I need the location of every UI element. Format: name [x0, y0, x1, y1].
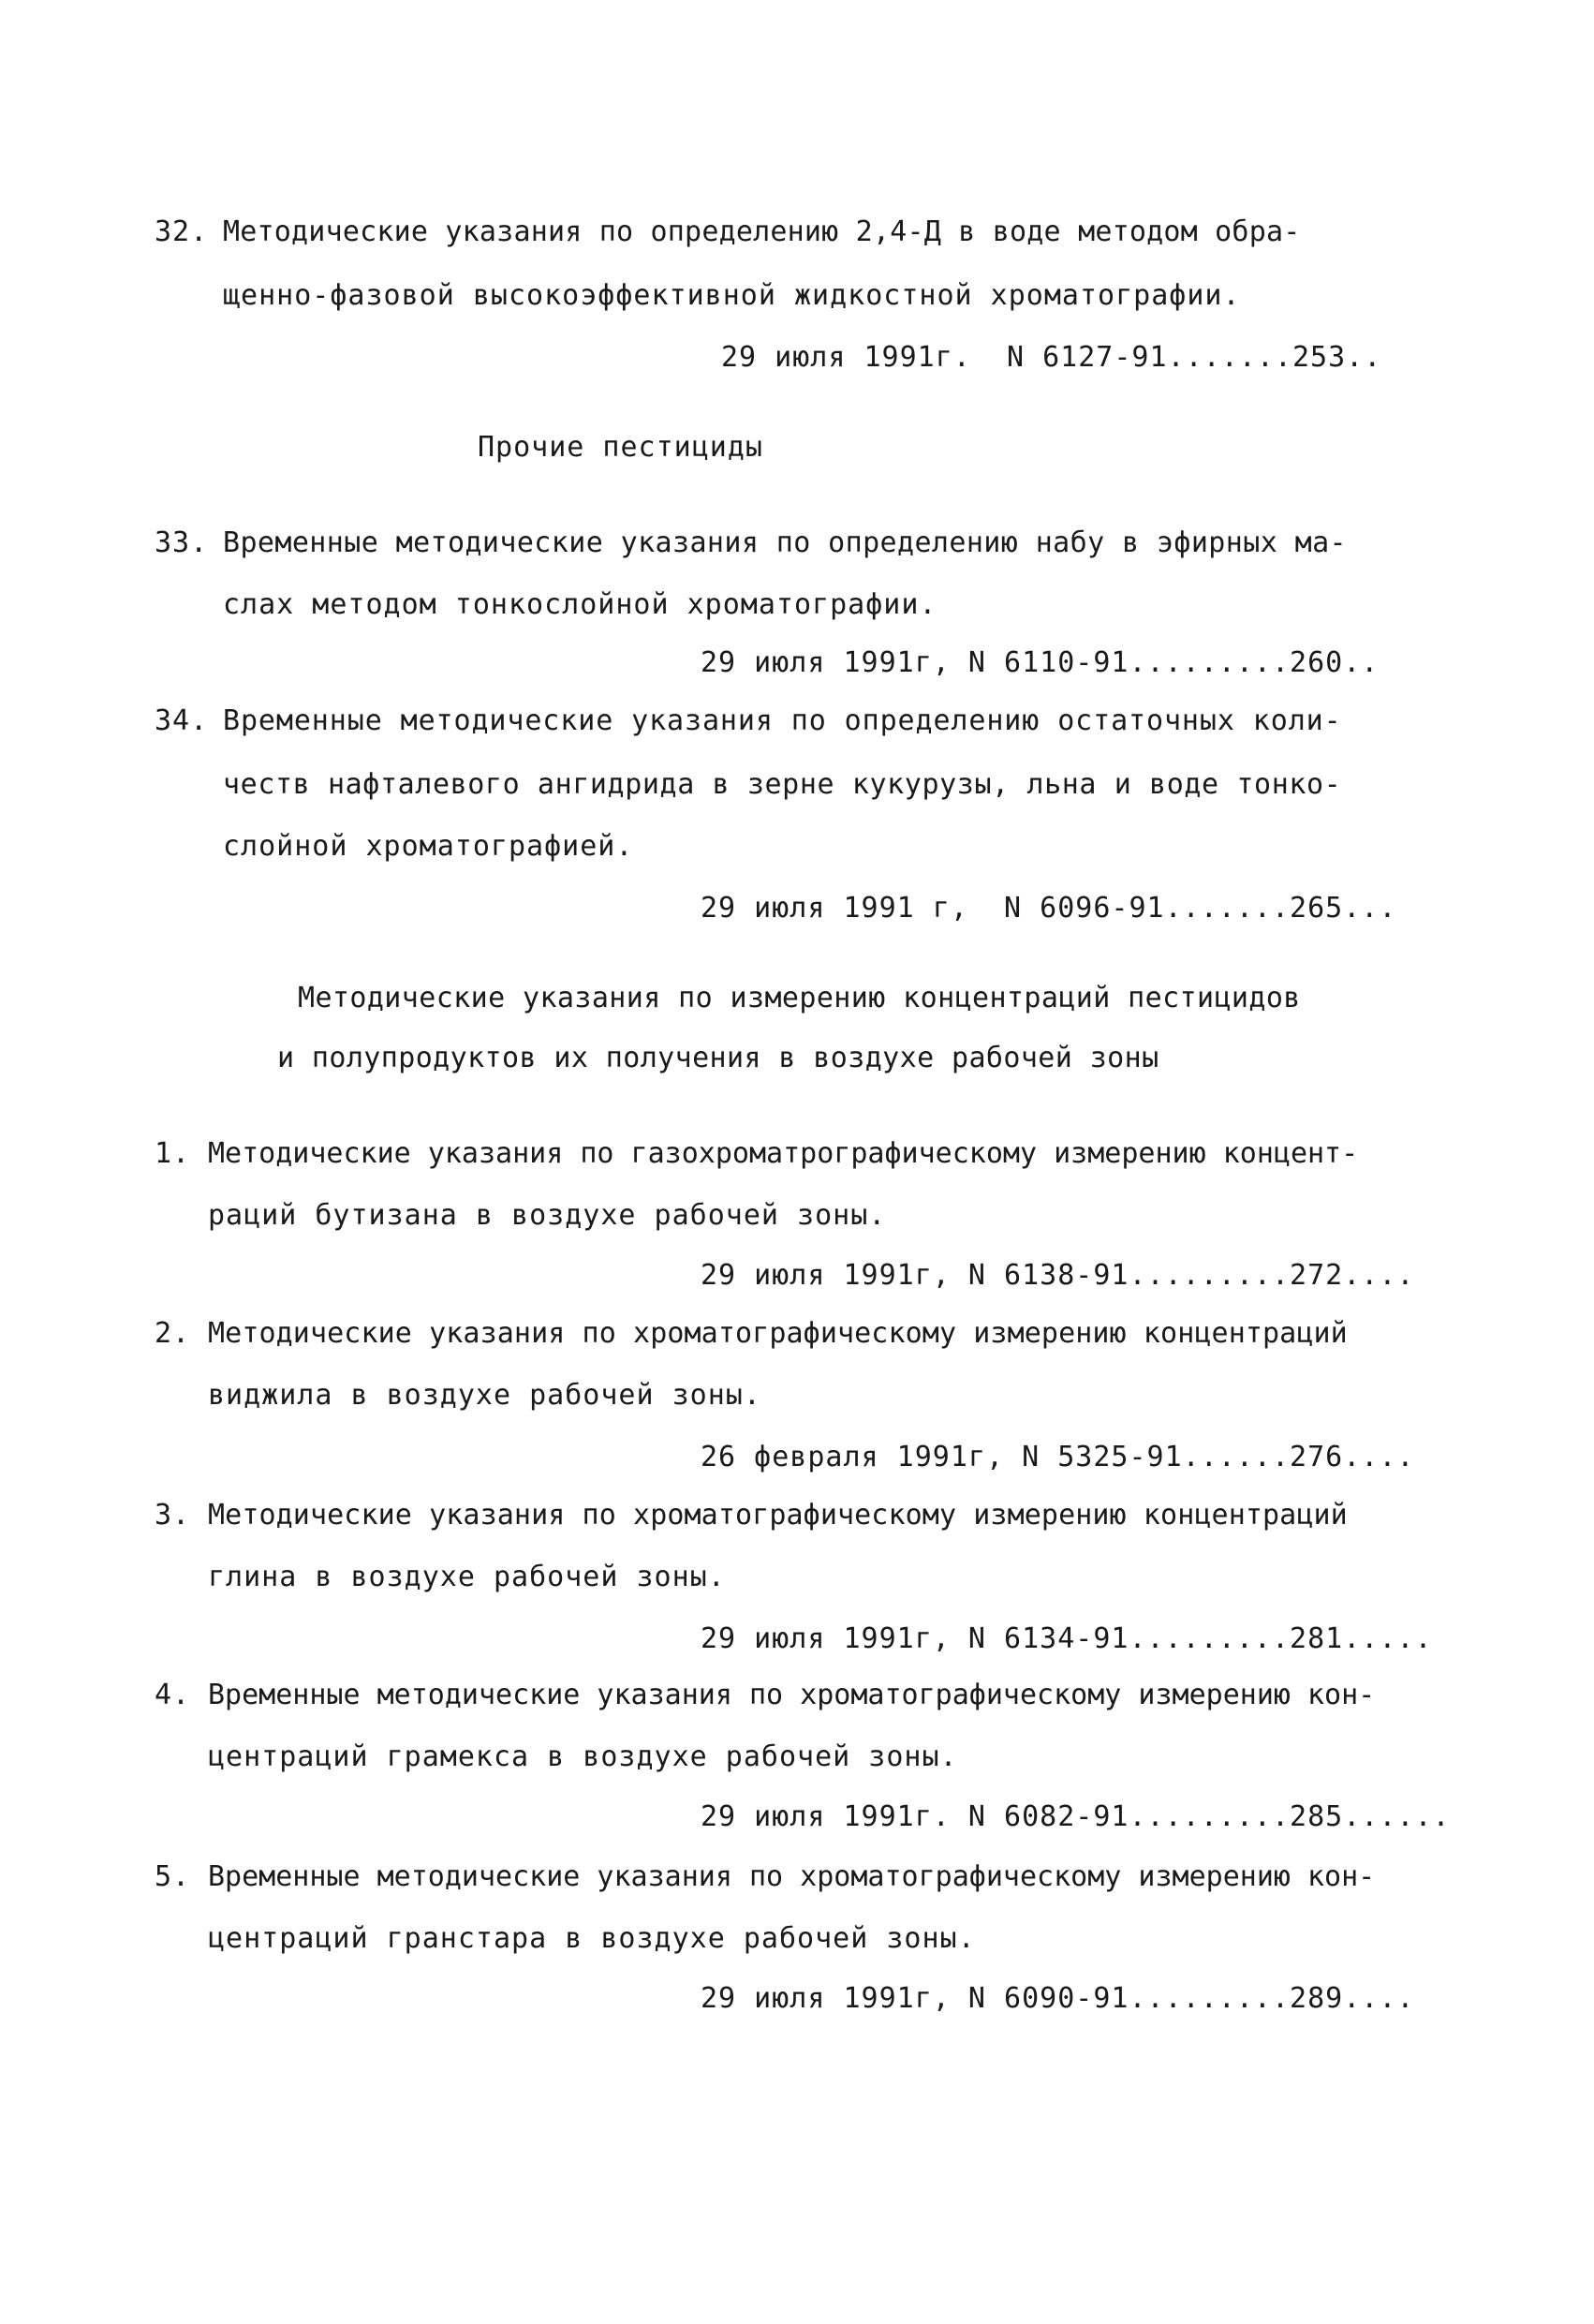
entry-number: 4. [155, 1679, 191, 1711]
entry-number: 1. [155, 1137, 191, 1170]
entry-text-line: Методические указания по хроматографическому измерению концентраций [208, 1499, 1348, 1532]
entry-text-line: Методические указания по газохроматрографическому измерению концент- [208, 1137, 1359, 1170]
section-heading-line: Методические указания по измерению концентраций пестицидов [298, 982, 1301, 1014]
entry-reference: 29 июля 1991 г, N 6096-91.......265... [701, 892, 1397, 925]
entry-number: 34. [155, 704, 209, 737]
entry-number: 5. [155, 1860, 191, 1893]
entry-text-line: центраций гранстара в воздухе рабочей зоны. [208, 1922, 976, 1955]
entry-text-line: Временные методические указания по хроматографическому измерению кон- [208, 1860, 1376, 1893]
entry-text-line: Временные методические указания по определению остаточных коли- [223, 704, 1342, 737]
entry-text-line: Временные методические указания по определению набу в эфирных ма- [223, 526, 1347, 559]
entry-text-line: Методические указания по определению 2,4-Д в воде методом обра- [223, 215, 1301, 248]
entry-text-line: Временные методические указания по хроматографическому измерению кон- [208, 1679, 1376, 1711]
entry-text-line: слойной хроматографией. [223, 830, 634, 863]
entry-number: 33. [155, 526, 209, 559]
entry-reference: 29 июля 1991г, N 6134-91.........281..... [701, 1622, 1433, 1655]
entry-number: 2. [155, 1317, 191, 1350]
entry-number: 3. [155, 1499, 191, 1532]
entry-text-line: честв нафталевого ангидрида в зерне кукурузы, льна и воде тонко- [223, 768, 1342, 801]
entry-reference: 29 июля 1991г, N 6090-91.........289.... [701, 1982, 1415, 2015]
entry-reference: 29 июля 1991г. N 6082-91.........285...... [701, 1800, 1451, 1833]
entry-reference: 29 июля 1991г, N 6110-91.........260.. [701, 646, 1380, 679]
section-heading-other: Прочие пестициды [478, 431, 763, 464]
entry-text-line: Методические указания по хроматографическому измерению концентраций [208, 1317, 1348, 1350]
entry-text-line: глина в воздухе рабочей зоны. [208, 1561, 726, 1593]
entry-reference: 29 июля 1991г, N 6138-91.........272.... [701, 1259, 1415, 1292]
entry-text-line: слах методом тонкослойной хроматографии. [223, 588, 937, 621]
entry-text-line: раций бутизана в воздухе рабочей зоны. [208, 1199, 887, 1232]
entry-text-line: центраций грамекса в воздухе рабочей зоны. [208, 1740, 958, 1773]
entry-reference: 26 февраля 1991г, N 5325-91......276.... [701, 1441, 1415, 1473]
entry-text-line: щенно-фазовой высокоэффективной жидкостной хроматографии. [223, 279, 1241, 312]
entry-reference: 29 июля 1991г. N 6127-91.......253.. [721, 341, 1382, 374]
section-heading-line: и полупродуктов их получения в воздухе рабочей зоны [277, 1042, 1159, 1074]
entry-number: 32. [155, 215, 209, 248]
entry-text-line: виджила в воздухе рабочей зоны. [208, 1379, 761, 1412]
